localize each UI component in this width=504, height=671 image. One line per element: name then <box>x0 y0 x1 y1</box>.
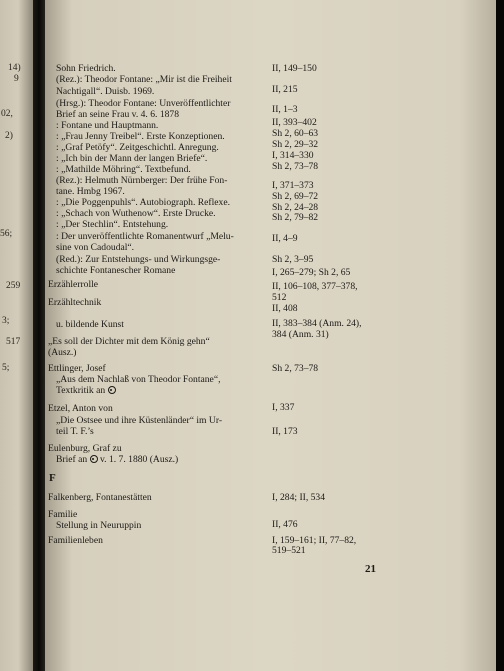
index-entry-text: v. 1. 7. 1880 (Ausz.) <box>99 454 179 465</box>
section-letter: F <box>49 472 56 484</box>
index-entry: : Fontane und Hauptmann. <box>56 120 159 131</box>
index-entry: : „Der Stechlin“. Entstehung. <box>56 219 169 230</box>
index-entry: Falkenberg, Fontanestätten <box>48 492 152 503</box>
index-entry: „Die Ostsee und ihre Küstenländer“ im Ur- <box>56 415 223 426</box>
left-page-fragment: 2) <box>5 131 13 141</box>
page-reference: Sh 2, 73–78 <box>272 161 319 172</box>
left-page-fragment: 3; <box>2 316 10 326</box>
page-reference: II, 1–3 <box>272 104 298 115</box>
page-reference: I, 284; II, 534 <box>272 492 326 503</box>
page-reference: Sh 2, 29–32 <box>272 139 319 150</box>
index-entry: teil T. F.’s <box>56 426 94 437</box>
left-page-fragment: 517 <box>6 337 21 347</box>
index-entry: Erzählerrolle <box>48 279 99 290</box>
index-entry: „Aus dem Nachlaß von Theodor Fontane“, <box>56 374 221 385</box>
index-entry: (Rez.): Helmuth Nürnberger: Der frühe Fon- <box>56 175 228 186</box>
index-entry: Ettlinger, Josef <box>48 363 106 374</box>
page-reference: I, 265–279; Sh 2, 65 <box>272 267 351 278</box>
index-page <box>45 0 496 671</box>
right-background-edge <box>496 0 504 671</box>
page-reference: Sh 2, 24–28 <box>272 202 319 213</box>
index-entry: schichte Fontanescher Romane <box>56 265 176 276</box>
index-entry: : „Ich bin der Mann der langen Briefe“. <box>56 153 208 164</box>
book-gutter <box>33 0 45 671</box>
index-entry: „Es soll der Dichter mit dem König gehn“ <box>48 336 210 347</box>
page-reference: Sh 2, 73–78 <box>272 363 319 374</box>
index-entry: (Red.): Zur Entstehungs- und Wirkungsge- <box>56 254 221 265</box>
index-entry: u. bildende Kunst <box>56 319 124 330</box>
index-entry <box>56 454 178 466</box>
page-reference: I, 371–373 <box>272 180 314 191</box>
page-reference: II, 476 <box>272 519 298 530</box>
page-number: 21 <box>365 563 376 575</box>
page-reference: I, 337 <box>272 402 295 413</box>
sun-symbol-icon <box>90 455 98 463</box>
page-reference: II, 173 <box>272 426 298 437</box>
index-entry: Brief an seine Frau v. 4. 6. 1878 <box>56 109 180 120</box>
page-reference: II, 408 <box>272 303 298 314</box>
left-page-fragment: 259 <box>6 281 21 291</box>
page-reference: II, 106–108, 377–378, <box>272 281 358 292</box>
page-reference: I, 314–330 <box>272 150 314 161</box>
page-reference: I, 159–161; II, 77–82, <box>272 535 357 546</box>
index-entry: Familie <box>48 509 78 520</box>
index-entry: Erzähltechnik <box>48 297 102 308</box>
index-entry: : „Frau Jenny Treibel“. Erste Konzeptionen. <box>56 131 225 142</box>
page-reference: 512 <box>272 292 287 303</box>
index-entry: (Ausz.) <box>48 347 77 358</box>
left-page-fragment: 9 <box>14 74 19 84</box>
index-entry <box>56 385 116 397</box>
index-entry: : „Schach von Wuthenow“. Erste Drucke. <box>56 208 216 219</box>
page-reference: Sh 2, 3–95 <box>272 254 314 265</box>
left-page-fragment: 14) <box>8 63 21 73</box>
page-reference: Sh 2, 79–82 <box>272 212 319 223</box>
left-page-fragment: 02, <box>1 109 13 119</box>
index-entry: : „Mathilde Möhring“. Textbefund. <box>56 164 191 175</box>
index-entry: (Hrsg.): Theodor Fontane: Unveröffentlichter <box>56 98 231 109</box>
page-reference: II, 4–9 <box>272 233 298 244</box>
page-reference: Sh 2, 69–72 <box>272 191 319 202</box>
index-entry: tane. Hmbg 1967. <box>56 186 125 197</box>
index-entry-text: Brief an <box>56 454 88 465</box>
index-entry: Eulenburg, Graf zu <box>48 443 122 454</box>
page-reference: 519–521 <box>272 545 306 556</box>
page-reference: II, 393–402 <box>272 117 317 128</box>
page-reference: II, 149–150 <box>272 63 317 74</box>
sun-symbol-icon <box>108 386 116 394</box>
index-entry: Nachtigall“. Duisb. 1969. <box>56 86 155 97</box>
page-reference: Sh 2, 60–63 <box>272 128 319 139</box>
index-entry: sine von Cadoudal“. <box>56 242 135 253</box>
page-reference: 384 (Anm. 31) <box>272 329 329 340</box>
index-entry: : „Die Poggenpuhls“. Autobiograph. Reflexe. <box>56 197 230 208</box>
index-entry: Etzel, Anton von <box>48 403 113 414</box>
page-reference: II, 215 <box>272 84 298 95</box>
index-entry: Familienleben <box>48 535 103 546</box>
left-page-fragment: 5; <box>2 363 10 373</box>
index-entry: : „Graf Petöfy“. Zeitgeschichtl. Anregung. <box>56 142 219 153</box>
left-page-edge <box>0 0 33 671</box>
index-entry: Stellung in Neuruppin <box>56 520 142 531</box>
index-entry-text: Textkritik an <box>56 385 106 396</box>
left-page-fragment: 56; <box>0 229 13 239</box>
index-entry: (Rez.): Theodor Fontane: „Mir ist die Freiheit <box>56 74 232 85</box>
index-entry: : Der unveröffentlichte Romanentwurf „Melu- <box>56 231 234 242</box>
index-entry: Sohn Friedrich. <box>56 63 116 74</box>
page-reference: II, 383–384 (Anm. 24), <box>272 318 362 329</box>
